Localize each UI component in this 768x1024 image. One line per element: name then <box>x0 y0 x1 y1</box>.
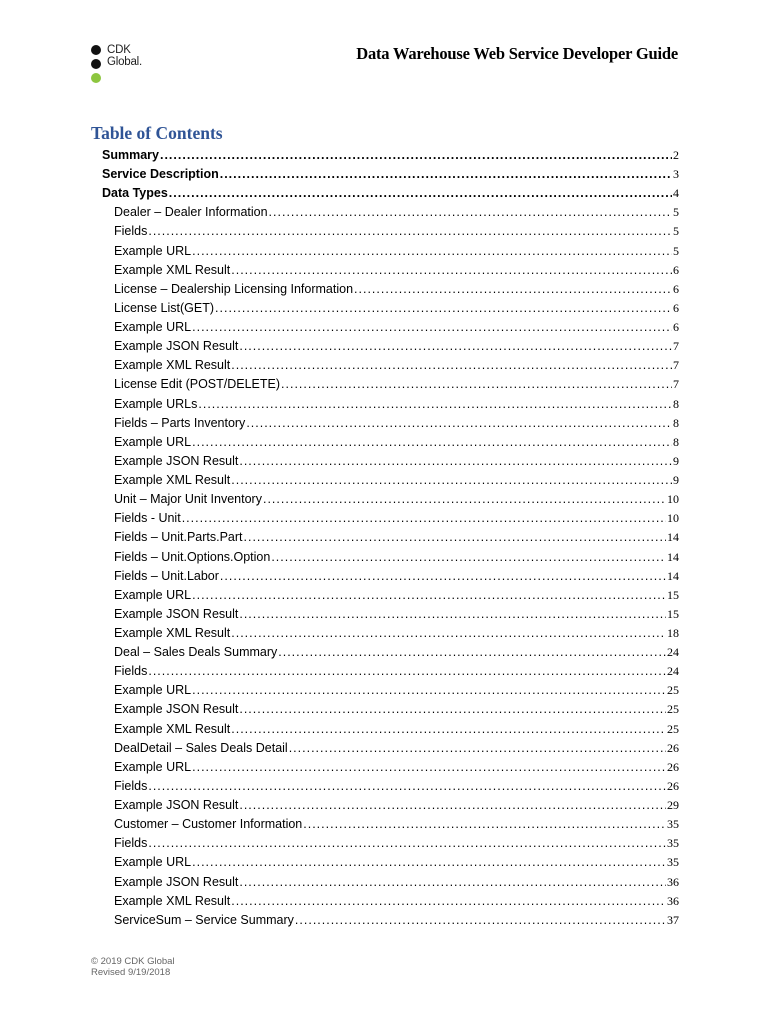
toc-entry[interactable] <box>114 509 679 528</box>
toc-dot-leader <box>148 777 666 796</box>
toc-dot-leader <box>354 280 672 299</box>
toc-entry[interactable] <box>114 375 679 394</box>
logo-dot-icon <box>91 45 101 55</box>
toc-entry-label: Deal – Sales Deals Summary <box>114 645 278 660</box>
toc-entry-label: Example JSON Result <box>114 798 239 813</box>
toc-entry-page: 25 <box>667 683 679 698</box>
toc-entry[interactable] <box>114 528 679 547</box>
toc-entry[interactable] <box>114 433 679 452</box>
toc-entry-page: 14 <box>667 549 679 564</box>
toc-entry-label: Service Description <box>102 167 219 182</box>
toc-dot-leader <box>182 509 666 528</box>
toc-entry[interactable] <box>114 720 679 739</box>
toc-entry-page: 25 <box>667 721 679 736</box>
toc-entry-page: 10 <box>667 511 679 526</box>
toc-entry[interactable] <box>114 681 679 700</box>
toc-entry-label: Example JSON Result <box>114 453 239 468</box>
toc-entry[interactable] <box>114 662 679 681</box>
toc-entry-label: Example URL <box>114 855 192 870</box>
toc-dot-leader <box>148 222 672 241</box>
toc-dot-leader <box>231 356 672 375</box>
toc-entry-label: Fields <box>114 778 148 793</box>
toc-entry[interactable] <box>102 184 679 203</box>
toc-entry-label: Example URL <box>114 683 192 698</box>
toc-entry[interactable] <box>114 758 679 777</box>
toc-entry-page: 15 <box>667 587 679 602</box>
toc-entry[interactable] <box>102 146 679 165</box>
toc-dot-leader <box>239 873 666 892</box>
toc-entry-label: Example XML Result <box>114 262 231 277</box>
toc-entry[interactable] <box>114 586 679 605</box>
toc-entry-page: 35 <box>667 817 679 832</box>
toc-entry-page: 18 <box>667 626 679 640</box>
toc-entry-page: 7 <box>673 339 679 354</box>
toc-entry[interactable] <box>114 395 679 414</box>
toc-entry-label: DealDetail – Sales Deals Detail <box>114 740 288 755</box>
toc-entry[interactable] <box>114 280 679 299</box>
toc-entry-label: Example URL <box>114 320 192 335</box>
toc-entry-label: Example JSON Result <box>114 339 239 354</box>
toc-dot-leader <box>231 720 666 739</box>
logo-text-cdk: CDK <box>107 44 131 56</box>
toc-entry[interactable] <box>114 739 679 758</box>
toc-entry-label: Example URL <box>114 759 192 774</box>
toc-entry[interactable] <box>114 318 679 337</box>
toc-entry-page: 36 <box>667 874 679 889</box>
toc-dot-leader <box>148 834 666 853</box>
toc-entry-page: 4 <box>673 186 679 201</box>
toc-heading: Table of Contents <box>91 123 223 143</box>
toc-entry-page: 6 <box>673 281 679 296</box>
toc-entry[interactable] <box>114 700 679 719</box>
toc-dot-leader <box>192 318 672 337</box>
toc-entry-label: ServiceSum – Service Summary <box>114 912 294 927</box>
toc-dot-leader <box>169 184 672 203</box>
toc-entry-label: Example XML Result <box>114 721 231 736</box>
toc-entry-page: 6 <box>673 262 679 277</box>
toc-entry-page: 29 <box>667 798 679 813</box>
toc-entry[interactable] <box>114 815 679 834</box>
toc-entry-label: Fields - Unit <box>114 511 181 526</box>
toc-entry-page: 25 <box>667 702 679 717</box>
toc-entry-label: License List(GET) <box>114 300 215 315</box>
toc-entry-label: Example JSON Result <box>114 606 239 621</box>
toc-entry-page: 26 <box>667 740 679 755</box>
footer <box>91 956 175 978</box>
toc-dot-leader <box>295 911 666 930</box>
toc-entry[interactable] <box>114 203 679 222</box>
toc-entry[interactable] <box>114 414 679 433</box>
toc-dot-leader <box>289 739 666 758</box>
toc-entry-page: 7 <box>673 358 679 373</box>
toc-entry-page: 10 <box>667 492 679 507</box>
toc-entry-page: 5 <box>673 205 679 220</box>
toc-dot-leader <box>239 605 666 624</box>
toc-entry-page: 14 <box>667 568 679 583</box>
toc-dot-leader <box>160 146 672 165</box>
toc-dot-leader <box>231 471 672 490</box>
toc-entry-label: Example URLs <box>114 396 198 411</box>
toc-dot-leader <box>220 165 672 184</box>
toc-dot-leader <box>192 586 666 605</box>
toc-dot-leader <box>231 261 672 280</box>
toc-entry[interactable] <box>114 624 679 643</box>
toc-entry[interactable] <box>114 548 679 567</box>
toc-entry-label: Summary <box>102 148 159 162</box>
toc-dot-leader <box>244 528 666 547</box>
toc-entry-label: Fields – Unit.Parts.Part <box>114 530 243 545</box>
toc-entry-label: Customer – Customer Information <box>114 817 303 832</box>
toc-dot-leader <box>269 203 672 222</box>
toc-dot-leader <box>231 892 666 911</box>
toc-entry-page: 8 <box>673 415 679 430</box>
toc-entry-page: 6 <box>673 320 679 335</box>
toc-entry-page: 9 <box>673 473 679 488</box>
toc-entry[interactable] <box>114 777 679 796</box>
toc-entry-page: 8 <box>673 396 679 411</box>
toc-entry-label: Unit – Major Unit Inventory <box>114 492 262 507</box>
toc-entry[interactable] <box>114 261 679 280</box>
toc-entry[interactable] <box>114 853 679 872</box>
logo-dot-icon <box>91 59 101 69</box>
toc-dot-leader <box>220 567 666 586</box>
toc-entry-label: Example XML Result <box>114 626 231 640</box>
toc-entry[interactable] <box>114 471 679 490</box>
toc-entry[interactable] <box>114 337 679 356</box>
toc-entry[interactable] <box>114 911 679 930</box>
toc-entry-label: Dealer – Dealer Information <box>114 205 268 220</box>
toc-entry-label: Example XML Result <box>114 473 231 488</box>
toc-dot-leader <box>192 758 666 777</box>
toc-entry-page: 2 <box>673 148 679 162</box>
toc-entry-label: Fields – Parts Inventory <box>114 415 246 430</box>
toc-dot-leader <box>215 299 672 318</box>
toc-entry-page: 6 <box>673 300 679 315</box>
toc-entry-label: Example XML Result <box>114 893 231 908</box>
toc-entry[interactable] <box>114 490 679 509</box>
toc-entry[interactable] <box>114 643 679 662</box>
toc-entry-page: 36 <box>667 893 679 908</box>
toc-dot-leader <box>278 643 666 662</box>
toc-entry-label: Fields <box>114 224 148 239</box>
toc-dot-leader <box>303 815 666 834</box>
toc-entry-page: 5 <box>673 243 679 258</box>
toc-dot-leader <box>246 414 672 433</box>
toc-entry-label: Data Types <box>102 186 168 201</box>
toc-entry-label: Fields – Unit.Options.Option <box>114 549 271 564</box>
toc-entry[interactable] <box>114 605 679 624</box>
logo-dot-icon <box>91 73 101 83</box>
toc-entry-page: 14 <box>667 530 679 545</box>
toc-dot-leader <box>192 681 666 700</box>
toc-entry-page: 8 <box>673 434 679 449</box>
footer-revised: Revised 9/19/2018 <box>91 967 171 978</box>
toc-dot-leader <box>239 796 666 815</box>
toc-dot-leader <box>239 452 672 471</box>
toc-entry-label: Example URL <box>114 587 192 602</box>
toc-entry-label: Fields <box>114 836 148 851</box>
toc-dot-leader <box>198 395 672 414</box>
toc-entry-label: Example URL <box>114 243 192 258</box>
document-title: Data Warehouse Web Service Developer Guide <box>356 44 678 63</box>
cdk-global-logo <box>91 44 171 86</box>
toc-entry[interactable] <box>114 892 679 911</box>
toc-dot-leader <box>239 337 672 356</box>
toc-entry-page: 37 <box>667 912 679 927</box>
toc-entry-page: 26 <box>667 759 679 774</box>
toc-entry-page: 24 <box>667 645 679 660</box>
toc-entry-label: Fields <box>114 664 148 679</box>
toc-entry[interactable] <box>102 165 679 184</box>
toc-entry-label: Fields – Unit.Labor <box>114 568 219 583</box>
toc-dot-leader <box>192 242 672 261</box>
toc-dot-leader <box>231 624 666 643</box>
toc-entry-page: 26 <box>667 778 679 793</box>
toc-dot-leader <box>271 548 666 567</box>
toc-entry[interactable] <box>114 873 679 892</box>
toc-entry-page: 3 <box>673 167 679 182</box>
footer-copyright: © 2019 CDK Global <box>91 956 175 967</box>
toc-entry-label: Example JSON Result <box>114 702 239 717</box>
toc-entry-page: 15 <box>667 606 679 621</box>
toc-entry-label: Example XML Result <box>114 358 231 373</box>
toc-entry[interactable] <box>114 222 679 241</box>
toc-dot-leader <box>263 490 666 509</box>
toc-entry[interactable] <box>114 796 679 815</box>
toc-entry-page: 9 <box>673 453 679 468</box>
toc-entry-label: Example JSON Result <box>114 874 239 889</box>
toc-entry-page: 35 <box>667 855 679 870</box>
logo-text-global: Global. <box>107 56 143 68</box>
toc-dot-leader <box>148 662 666 681</box>
toc-entry[interactable] <box>114 356 679 375</box>
toc-dot-leader <box>239 700 666 719</box>
toc-entry-page: 7 <box>673 377 679 392</box>
toc-entry-page: 5 <box>673 224 679 239</box>
toc-entry[interactable] <box>114 299 679 318</box>
toc-entry-label: Example URL <box>114 434 192 449</box>
toc-entry-label: License Edit (POST/DELETE) <box>114 377 281 392</box>
toc-entry-page: 35 <box>667 836 679 851</box>
toc-dot-leader <box>192 853 666 872</box>
toc-entry[interactable] <box>114 242 679 261</box>
toc-dot-leader <box>281 375 672 394</box>
toc-entry-page: 24 <box>667 664 679 679</box>
toc-dot-leader <box>192 433 672 452</box>
toc-entry[interactable] <box>114 567 679 586</box>
toc-entry-label: License – Dealership Licensing Information <box>114 281 354 296</box>
toc-entry[interactable] <box>114 452 679 471</box>
toc-entry[interactable] <box>114 834 679 853</box>
